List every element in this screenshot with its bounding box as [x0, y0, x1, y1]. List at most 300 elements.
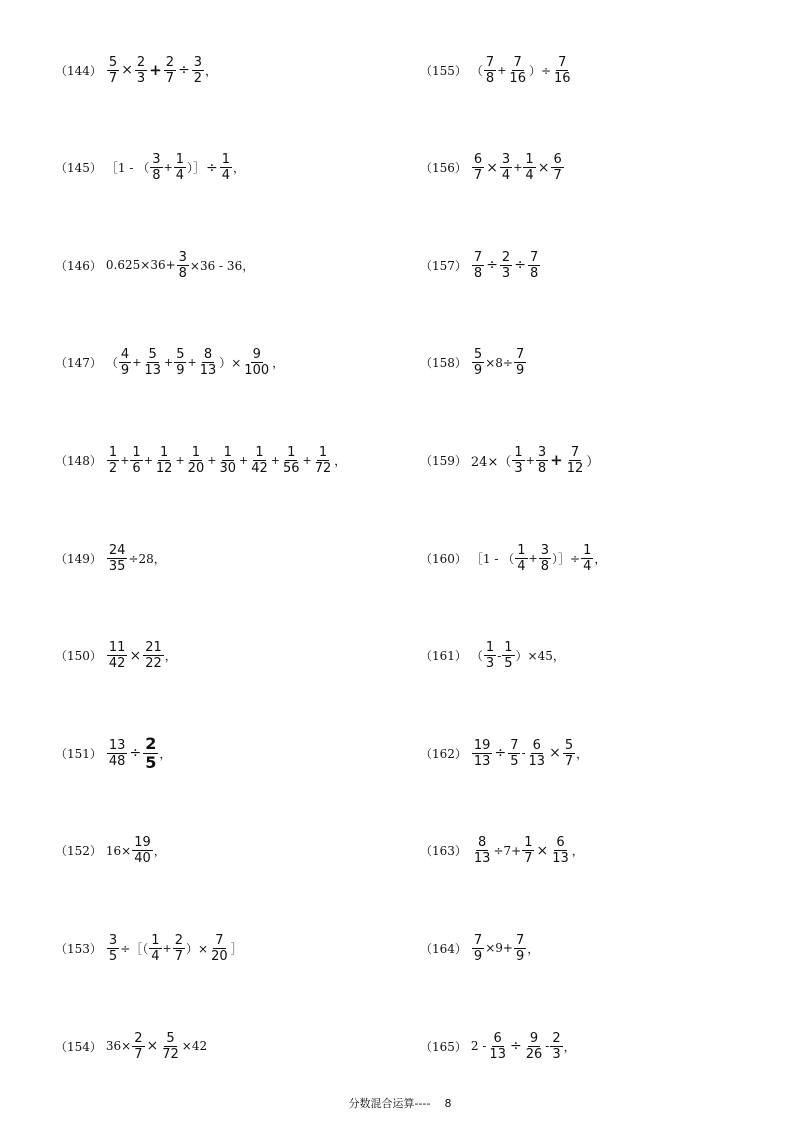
numerator: 3 — [540, 542, 550, 558]
fraction — [472, 348, 484, 377]
expression-text: ）÷ — [528, 63, 552, 78]
problem-144 — [55, 50, 217, 90]
expression-text: ， — [159, 746, 172, 761]
denominator: 40 — [134, 851, 151, 867]
denominator: 30 — [219, 460, 236, 476]
denominator: 13 — [528, 753, 546, 769]
numerator: 7 — [473, 932, 483, 948]
operator: × — [537, 159, 550, 176]
numerator: 1 — [504, 640, 513, 656]
fraction — [107, 934, 119, 963]
numerator: 1 — [132, 444, 141, 460]
fraction — [472, 251, 484, 280]
numerator: 2 — [552, 1030, 561, 1046]
denominator: 20 — [187, 460, 205, 476]
footer-title: 分数混合运算---- — [348, 1097, 431, 1110]
expression-text: ， — [334, 453, 347, 468]
denominator: 5 — [145, 752, 157, 772]
denominator: 2 — [108, 460, 118, 476]
expression-text: ）×45， — [515, 649, 565, 664]
fraction — [164, 56, 176, 85]
fraction — [565, 446, 586, 475]
fraction — [160, 1032, 181, 1061]
problem-158 — [420, 343, 527, 383]
numerator: 1 — [287, 444, 296, 460]
fraction — [173, 934, 185, 963]
expression-text: ， — [563, 1039, 576, 1054]
problem-number: （157） — [420, 258, 467, 273]
fraction — [514, 348, 526, 377]
denominator: 26 — [525, 1046, 543, 1062]
fraction — [119, 348, 131, 377]
denominator: 13 — [489, 1046, 506, 1062]
fraction — [507, 56, 528, 85]
fraction — [528, 251, 540, 280]
expression-text: ）］÷ — [552, 551, 581, 566]
fraction — [472, 836, 493, 865]
denominator: 8 — [152, 168, 161, 184]
fraction — [523, 153, 535, 182]
expression-text: ） — [586, 454, 600, 470]
denominator: 13 — [473, 753, 491, 769]
denominator: 8 — [473, 265, 483, 281]
denominator: 56 — [282, 460, 300, 476]
fraction — [487, 1032, 508, 1061]
operator: × — [146, 1038, 159, 1054]
expression-text: （ — [105, 356, 118, 371]
fraction — [107, 641, 128, 670]
expression-text: 2 - — [470, 1039, 487, 1053]
fraction — [563, 739, 575, 768]
numerator: 1 — [517, 542, 526, 558]
operator: ÷ — [514, 257, 526, 274]
problem-161 — [420, 636, 565, 676]
numerator: 1 — [175, 152, 185, 168]
numerator: 2 — [145, 733, 157, 753]
numerator: 24 — [108, 542, 126, 558]
fraction — [220, 153, 232, 182]
expression-text: 36× — [105, 1039, 132, 1053]
denominator: 9 — [473, 363, 483, 379]
denominator: 4 — [525, 168, 534, 184]
denominator: 7 — [524, 851, 533, 867]
expression-text: ÷28， — [128, 551, 166, 566]
fraction — [500, 153, 512, 182]
expression-text: ）× — [186, 941, 209, 956]
numerator: 19 — [473, 737, 491, 753]
fraction — [186, 446, 207, 475]
numerator: 9 — [252, 347, 261, 363]
operator: + — [525, 453, 535, 467]
fraction — [142, 348, 163, 377]
operator: + — [132, 356, 142, 370]
problem-162 — [420, 733, 588, 773]
numerator: 3 — [152, 152, 161, 168]
numerator: 7 — [529, 249, 539, 265]
denominator: 8 — [178, 265, 187, 281]
denominator: 72 — [162, 1046, 179, 1062]
fraction — [177, 251, 189, 280]
numerator: 11 — [108, 640, 126, 656]
problem-154 — [55, 1026, 207, 1066]
numerator: 7 — [558, 54, 567, 70]
numerator: 7 — [570, 444, 580, 460]
problem-number: （154） — [55, 1039, 102, 1054]
fraction — [508, 739, 520, 768]
problem-165 — [420, 1026, 576, 1066]
denominator: 4 — [151, 948, 160, 964]
numerator: 7 — [215, 932, 224, 948]
denominator: 3 — [136, 70, 146, 86]
problem-number: （155） — [420, 63, 467, 78]
operator: + — [238, 453, 249, 467]
problem-157 — [420, 245, 541, 285]
denominator: 9 — [515, 363, 525, 379]
problem-number: （150） — [55, 649, 102, 664]
page-number: 8 — [444, 1097, 452, 1110]
denominator: 7 — [473, 168, 483, 184]
operator: + — [120, 453, 130, 467]
numerator: 6 — [532, 737, 541, 753]
numerator: 3 — [501, 152, 511, 168]
denominator: 3 — [552, 1046, 561, 1062]
numerator: 8 — [203, 347, 213, 363]
denominator: 22 — [145, 656, 162, 672]
denominator: 4 — [583, 558, 592, 574]
problem-number: （165） — [420, 1039, 467, 1054]
expression-text: ， — [594, 551, 607, 566]
fraction — [524, 1032, 545, 1061]
fraction — [150, 153, 162, 182]
expression-text: ， — [205, 63, 218, 78]
expression-text: ， — [571, 844, 584, 859]
operator: + — [163, 356, 174, 370]
expression-text: ×9+ — [485, 941, 513, 956]
operator: + — [143, 453, 153, 467]
operator: × — [486, 159, 498, 176]
numerator: 2 — [136, 54, 146, 70]
expression-text: ）× — [219, 356, 242, 371]
fraction — [135, 56, 147, 85]
numerator: 2 — [165, 54, 175, 70]
expression-text: ÷7+ — [493, 843, 522, 858]
expression-text: ×8÷ — [485, 355, 513, 370]
problem-number: （161） — [420, 649, 467, 664]
numerator: 5 — [473, 347, 483, 363]
fraction — [581, 544, 593, 573]
problem-152 — [55, 831, 166, 871]
fraction — [502, 641, 514, 670]
fraction — [130, 446, 142, 475]
fraction — [536, 446, 548, 475]
fraction — [281, 446, 302, 475]
fraction — [192, 56, 204, 85]
problem-number: （164） — [420, 941, 467, 956]
problem-149 — [55, 538, 166, 578]
problem-number: （145） — [55, 161, 102, 176]
expression-text: ×42 — [181, 1039, 208, 1053]
page-footer — [0, 1095, 800, 1111]
denominator: 5 — [108, 948, 118, 964]
expression-text: ）］ — [187, 161, 206, 176]
fraction — [515, 544, 527, 573]
problem-156 — [420, 148, 565, 188]
denominator: 4 — [175, 168, 185, 184]
numerator: 1 — [318, 444, 328, 460]
problem-153 — [55, 928, 243, 968]
fraction — [149, 934, 161, 963]
numerator: 8 — [478, 835, 487, 851]
numerator: 1 — [160, 444, 169, 460]
numerator: 1 — [108, 444, 118, 460]
fraction — [107, 739, 128, 768]
expression-text: ， — [153, 844, 166, 859]
denominator: 3 — [485, 656, 495, 672]
problem-number: （162） — [420, 746, 467, 761]
operator: + — [162, 941, 172, 955]
fraction — [472, 153, 484, 182]
expression-text: ×36 - 36， — [189, 258, 255, 273]
numerator: 1 — [525, 152, 534, 168]
operator: ÷ — [494, 745, 507, 762]
fraction — [132, 1032, 144, 1061]
fraction — [522, 836, 534, 865]
numerator: 7 — [515, 932, 525, 948]
denominator: 100 — [244, 363, 270, 379]
expression-text: ］ — [230, 941, 243, 956]
expression-text: - — [521, 746, 526, 761]
numerator: 1 — [524, 835, 533, 851]
fraction — [550, 836, 571, 865]
expression-text: ， — [272, 356, 285, 371]
numerator: 1 — [151, 932, 160, 948]
denominator: 7 — [134, 1046, 143, 1062]
denominator: 8 — [485, 70, 495, 86]
problem-number: （160） — [420, 551, 467, 566]
operator: × — [121, 62, 133, 78]
numerator: 1 — [255, 444, 264, 460]
fraction — [143, 641, 164, 670]
problem-number: （148） — [55, 453, 102, 468]
numerator: 7 — [513, 54, 522, 70]
denominator: 2 — [193, 70, 203, 86]
numerator: 5 — [108, 54, 118, 70]
problem-151 — [55, 733, 171, 773]
problem-number: （144） — [55, 63, 102, 78]
fraction — [143, 733, 158, 772]
fraction — [514, 934, 526, 963]
fraction — [249, 446, 270, 475]
numerator: 2 — [174, 932, 184, 948]
problem-146 — [55, 245, 254, 285]
problem-number: （146） — [55, 258, 102, 273]
fraction — [550, 1032, 562, 1061]
fraction — [107, 544, 128, 573]
fraction — [313, 446, 334, 475]
denominator: 5 — [504, 656, 513, 672]
expression-text: 0.625×36+ — [105, 258, 176, 273]
expression-text: ， — [164, 649, 177, 664]
numerator: 1 — [221, 152, 231, 168]
numerator: 1 — [583, 542, 592, 558]
problem-number: （147） — [55, 356, 102, 371]
fraction — [132, 836, 153, 865]
problem-number: （158） — [420, 356, 467, 371]
fraction — [527, 739, 548, 768]
denominator: 7 — [165, 70, 175, 86]
denominator: 12 — [155, 460, 173, 476]
numerator: 6 — [556, 835, 565, 851]
fraction — [209, 934, 230, 963]
numerator: 7 — [515, 347, 525, 363]
problem-163 — [420, 831, 584, 871]
fraction — [107, 446, 119, 475]
problem-145 — [55, 148, 245, 188]
expression-text: ［1 - （ — [105, 161, 150, 176]
denominator: 9 — [176, 363, 185, 379]
numerator: 5 — [148, 347, 157, 363]
numerator: 2 — [134, 1030, 143, 1046]
expression-text: ［1 - （ — [470, 551, 515, 566]
numerator: 2 — [501, 249, 511, 265]
numerator: 19 — [134, 835, 151, 851]
operator: + — [175, 453, 185, 467]
expression-text: - — [497, 648, 502, 663]
numerator: 1 — [514, 444, 523, 460]
fraction — [472, 739, 493, 768]
problem-number: （152） — [55, 844, 102, 859]
numerator: 7 — [485, 54, 495, 70]
problem-number: （153） — [55, 941, 102, 956]
numerator: 7 — [473, 249, 483, 265]
expression-text: （ — [470, 63, 483, 78]
fraction — [242, 348, 271, 377]
fraction — [551, 153, 563, 182]
problem-150 — [55, 636, 177, 676]
denominator: 4 — [517, 558, 526, 574]
problem-number: （151） — [55, 746, 102, 761]
fraction — [484, 641, 496, 670]
fraction — [500, 251, 512, 280]
denominator: 8 — [537, 460, 547, 476]
numerator: 3 — [178, 249, 187, 265]
denominator: 7 — [564, 753, 574, 769]
numerator: 1 — [223, 444, 232, 460]
problem-number: （159） — [420, 453, 467, 468]
operator: + — [302, 453, 312, 467]
numerator: 6 — [493, 1030, 502, 1046]
denominator: 9 — [120, 363, 130, 379]
expression-text: ÷［（ — [120, 941, 149, 956]
denominator: 9 — [515, 948, 525, 964]
denominator: 7 — [174, 948, 184, 964]
operator: + — [270, 453, 280, 467]
denominator: 35 — [108, 558, 126, 574]
numerator: 13 — [108, 737, 126, 753]
problem-147 — [55, 343, 284, 383]
numerator: 7 — [510, 737, 519, 753]
fraction — [154, 446, 175, 475]
denominator: 3 — [514, 460, 523, 476]
denominator: 13 — [552, 851, 569, 867]
denominator: 3 — [501, 265, 511, 281]
numerator: 3 — [108, 932, 118, 948]
operator: ÷ — [178, 62, 190, 78]
denominator: 13 — [473, 851, 491, 867]
operator: + — [513, 161, 523, 175]
fraction — [552, 56, 573, 85]
denominator: 9 — [473, 948, 483, 964]
operator: ÷ — [206, 159, 218, 176]
denominator: 13 — [199, 363, 217, 379]
numerator: 6 — [473, 152, 483, 168]
fraction — [484, 56, 496, 85]
numerator: 5 — [564, 737, 574, 753]
denominator: 72 — [314, 460, 332, 476]
operator: ÷ — [486, 257, 498, 274]
fraction — [539, 544, 551, 573]
expression-text: ， — [233, 161, 246, 176]
expression-text: - — [545, 1039, 550, 1053]
numerator: 3 — [193, 54, 203, 70]
operator: + — [497, 63, 507, 77]
problem-148 — [55, 440, 346, 480]
denominator: 6 — [132, 460, 141, 476]
problem-164 — [420, 928, 539, 968]
numerator: 1 — [485, 640, 495, 656]
denominator: 16 — [509, 70, 526, 86]
numerator: 9 — [529, 1030, 539, 1046]
denominator: 42 — [251, 460, 268, 476]
fraction — [512, 446, 524, 475]
problem-160 — [420, 538, 606, 578]
expression-text: ， — [527, 941, 540, 956]
denominator: 8 — [529, 265, 539, 281]
numerator: 5 — [176, 347, 185, 363]
operator: + — [187, 356, 197, 370]
fraction — [107, 56, 119, 85]
problem-155 — [420, 50, 574, 90]
denominator: 48 — [108, 753, 126, 769]
numerator: 3 — [537, 444, 547, 460]
numerator: 6 — [553, 152, 562, 168]
denominator: 8 — [540, 558, 550, 574]
operator: + — [207, 453, 217, 467]
expression-text: 24×（ — [470, 454, 512, 470]
fraction — [174, 348, 186, 377]
fraction — [217, 446, 238, 475]
denominator: 4 — [221, 168, 231, 184]
numerator: 4 — [120, 347, 130, 363]
operator: + — [528, 551, 538, 565]
operator: + — [163, 161, 173, 175]
problem-number: （163） — [420, 844, 467, 859]
fraction — [472, 934, 484, 963]
denominator: 12 — [566, 460, 584, 476]
denominator: 4 — [501, 168, 511, 184]
operator: ÷ — [129, 745, 142, 762]
fraction — [198, 348, 219, 377]
denominator: 7 — [108, 70, 118, 86]
denominator: 42 — [108, 656, 126, 672]
denominator: 16 — [554, 70, 571, 86]
denominator: 13 — [144, 363, 161, 379]
expression-text: 16× — [105, 843, 132, 858]
denominator: 5 — [510, 753, 519, 769]
problem-number: （156） — [420, 161, 467, 176]
numerator: 5 — [166, 1030, 175, 1046]
operator: × — [129, 647, 142, 664]
